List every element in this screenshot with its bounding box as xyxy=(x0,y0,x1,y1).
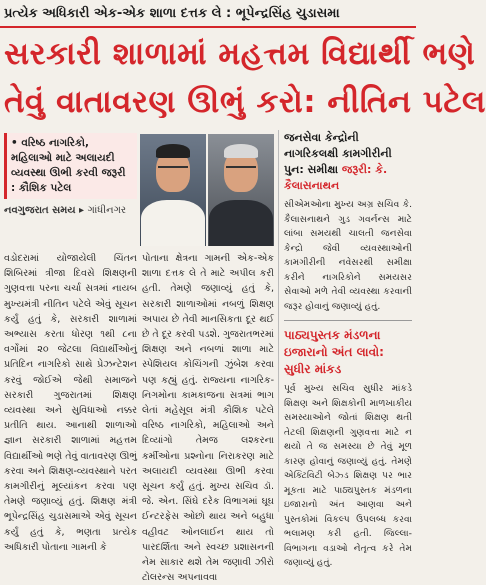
sidebar-story-1-headline xyxy=(284,130,412,194)
glasses-shape xyxy=(226,166,256,174)
byline-city: ગાંધીનગર xyxy=(87,205,127,216)
kicker-line: પ્રત્યેક અધિકારી એક-એક શાળા દત્તક લે : ભૂપેન્દ્રસિંહ ચુડાસમા xyxy=(4,6,340,21)
sidebar-story-1-headline-attribution: જરૂરી: કે. કૈલાસનાથન xyxy=(284,163,388,192)
hair-shape xyxy=(224,144,258,158)
headline-line-1: સરકારી શાળામાં મહત્તમ વિદ્યાર્થી ભણે xyxy=(4,36,476,72)
sidebar xyxy=(278,130,412,568)
headline xyxy=(4,30,486,126)
portrait-photo-left xyxy=(140,134,206,246)
sidebar-story-2-body: પૂર્વ મુખ્ય સચિવ સુધીર માંકડે શિક્ષણ અને શિક્ષકોની માળખાકીય સમસ્યાઓને જોતાં શિક્ષણ થતી તેટલી શિક્ષણની ગુણવત્તા માટે ન થયો તે જ સમસ્યા છે તેવું મૂળ કારણ હોવાનું જણાવ્યું હતું. તેમણે એક્ટિવિટી બેઝ્ડ શિક્ષણ પર ભાર મૂકતા માટે પાઠ્યપુસ્તક મંડળના ઇજારાનો અંત આણવા અને પુસ્તકોમાં વિકલ્પ ઉપલબ્ધ કરવા ભલામણ કરી હતી. જિલ્લા-વિભાગના વડાઓ નેતૃત્વ કરે તેમ જણાવ્યું હતું. xyxy=(284,383,412,568)
body-column-2: પોતાના ક્ષેત્રના ગામની એક-એક શાળા દત્તક લે તે માટે અપીલ કરી હતી. તેમણે જણાવ્યું હતું કે, સરકારી શાળાઓમાં નબળું શિક્ષણ અપાય છે તેવી માનસિકતા દૂર થઈ છે તે દૂર કરવી પડશે. ગુજરાતભરમાં શિક્ષણ અને નબળાં શાળા માટે સ્પેશિયલ કોચિંગની ઝુંબેશ કરવા પણ કહ્યું હતું. રાજ્યના નાગરિક-નિગમોના કામકાજના સત્રમાં ભાગ લેતાં મહેસૂલ મંત્રી કૌશિક પટેલે વરિષ્ઠ નાગરિકો, મહિલાઓ અને દિવ્યાંગો તેમજ લશ્કરના કર્મીઓના પ્રશ્નોના નિરાકરણ માટે અલાયદી વ્યવસ્થા ઊભી કરવા સૂચન કર્યું હતું. મુખ્ય સચિવ ડૉ. જે. એન. સિંઘે દરેક વિભાગમાં ઘૂઘ ઈન્ટરફેસ ઓછો થાય અને બહુધા વહીવટ ઓનલાઈન થાય તો પારદર્શિતા અને સ્વચ્છ પ્રશાસનની નેમ સાકાર થશે તેમ જણાવી ઝીરો ટોલરન્સ અપનાવવા xyxy=(142,253,274,584)
byline-agency: નવગુજરાત સમય xyxy=(4,205,76,216)
hair-shape xyxy=(156,144,190,158)
byline-separator: ▸ xyxy=(79,205,88,216)
sidebar-story-1-body: સીએમઓના મુખ્ય અગ્ર સચિવ કે. કૈલાસનાથને ગુડ ગવર્નન્સ માટે લાંબા સમયથી ચાલતી જનસેવા કેન્દ્રો જેવી વ્યવસ્થાઓની કામગીરીની નવેસરથી સમીક્ષા કરીને નાગરિકોને સમયસર સેવાઓ મળે તેવી વ્યવસ્થા કરવાની જરૂર હોવાનું જણાવ્યું હતું. xyxy=(284,199,412,312)
torso-shape xyxy=(141,200,205,246)
photo-strip xyxy=(140,134,274,246)
body-column-1: વડોદરામાં યોજાયેલી ચિંતન શિબિરમાં ત્રીજા દિવસે શિક્ષણની ગુણવત્તા પરના ચર્ચા સત્રમાં નાયબ મુખ્યમંત્રી નીતિન પટેલે એવું સૂચન કર્યું હતું કે, સરકારી શાળામાં અભ્યાસ કરતા ધોરણ ૧થી ૮ના વર્ગોમાં ૨૦ જેટલા વિદ્યાર્થીઓનું પ્રતિદિન નાગરિકો સાથે પ્રેઝન્ટેશન કરવું જોઈએ જેથી સમાજને સરકારી ગુજરાતમાં શિક્ષણ વ્યવસ્થા અને સુવિધાઓ નક્કર પ્રતીતિ થાય. આનાથી શાળાઓ જ્ઞાન સરકારી શાળામાં મહત્તમ વિદ્યાર્થીઓ ભણે તેવું વાતાવરણ ઊભું કરવા અને શિક્ષણ-વ્યવસ્થાને પરત કામગીરીનું મૂલ્યાંકન કરવા પણ તેમણે જણાવ્યું હતું. શિક્ષણ મંત્રી ભૂપેન્દ્રસિંહ ચુડાસમાએ એવું સૂચન કર્યું હતું કે, ભણતા પ્રત્યેક અધિકારી પોતાના ગામની કે xyxy=(4,253,137,553)
torso-shape xyxy=(209,200,273,246)
highlight-column xyxy=(4,133,137,249)
sidebar-divider xyxy=(284,320,412,321)
kicker-rule xyxy=(0,26,416,28)
highlight-box: • વરિષ્ઠ નાગરિકો, મહિલાઓ માટે અલાયદી વ્યવસ્થા ઊભી કરવી જરૂરી : કૌશિક પટેલ xyxy=(4,133,137,199)
portrait-photo-right xyxy=(208,134,274,246)
glasses-shape xyxy=(158,166,188,174)
headline-line-2: તેવું વાતાવરણ ઊભું કરો: નીતિન પટેલ xyxy=(4,84,486,120)
sidebar-story-2-headline: પાઠ્યપુસ્તક મંડળના ઇજારાનો અંત લાવો: સુધીર માંકડ xyxy=(284,328,384,376)
sidebar-story-1-headline-main: જનસેવા કેન્દ્રોની નાગરિકલક્ષી કામગીરીની પુન: સમીક્ષા xyxy=(284,131,392,176)
byline xyxy=(4,205,137,216)
